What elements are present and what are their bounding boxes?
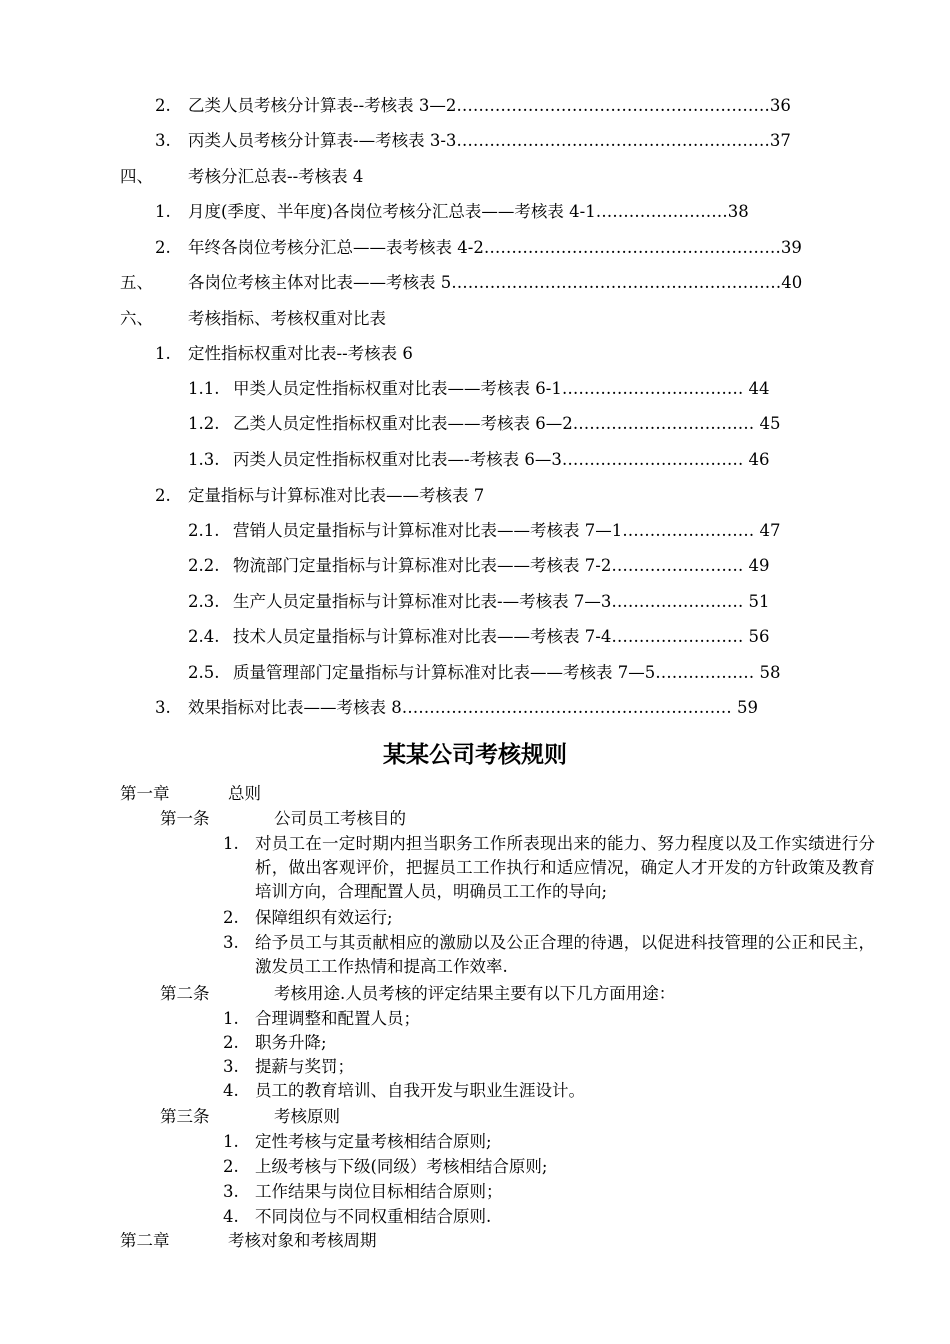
toc-item-text: 考核分汇总表--考核表 4: [188, 167, 364, 186]
toc-item-text: 营销人员定量指标与计算标准对比表——考核表 7—1…………………… 47: [233, 521, 781, 540]
toc-item-number: 2.2.: [188, 556, 220, 575]
list-item-text: 保障组织有效运行;: [255, 908, 393, 927]
toc-item-text: 效果指标对比表——考核表 8…………………………………………………… 59: [188, 698, 758, 717]
toc-item-text: 乙类人员定性指标权重对比表——考核表 6—2…………………………… 45: [233, 414, 781, 433]
list-item-number: 1.: [223, 834, 239, 853]
list-item-number: 1.: [223, 1132, 239, 1151]
toc-item-text: 定量指标与计算标准对比表——考核表 7: [188, 486, 485, 505]
toc-item-text: 质量管理部门定量指标与计算标准对比表——考核表 7—5……………… 58: [233, 663, 781, 682]
toc-item-text: 月度(季度、半年度)各岗位考核分汇总表——考核表 4-1……………………38: [188, 202, 749, 221]
article-title: 考核用途.人员考核的评定结果主要有以下几方面用途：: [274, 984, 676, 1003]
toc-item-number: 3.: [155, 698, 171, 717]
chapter-number: 第二章: [120, 1231, 170, 1250]
article-number: 第一条: [160, 809, 210, 828]
toc-item-number: 2.5.: [188, 663, 220, 682]
article-title: 公司员工考核目的: [274, 809, 406, 828]
toc-item-number: 1.3.: [188, 450, 220, 469]
list-item-number: 4.: [223, 1207, 239, 1226]
toc-item-text: 年终各岗位考核分汇总——表考核表 4-2………………………………………………39: [188, 238, 802, 257]
toc-item-number: 2.: [155, 238, 171, 257]
toc-item-number: 2.: [155, 486, 171, 505]
article-number: 第三条: [160, 1107, 210, 1126]
toc-item-text: 丙类人员考核分计算表-—考核表 3-3…………………………………………………37: [188, 131, 791, 150]
list-item-text: 员工的教育培训、自我开发与职业生涯设计。: [255, 1081, 585, 1100]
list-item-text: 提薪与奖罚；: [255, 1057, 354, 1076]
list-item-text: 职务升降;: [255, 1033, 327, 1052]
toc-item-number: 2.4.: [188, 627, 220, 646]
chapter-number: 第一章: [120, 784, 170, 803]
list-item-text: 工作结果与岗位目标相结合原则；: [255, 1182, 503, 1201]
toc-item-number: 2.: [155, 96, 171, 115]
toc-item-text: 考核指标、考核权重对比表: [188, 309, 386, 328]
document-title: 某某公司考核规则: [383, 742, 567, 768]
list-item-number: 4.: [223, 1081, 239, 1100]
list-item-text: 定性考核与定量考核相结合原则;: [255, 1132, 492, 1151]
list-item-text: 对员工在一定时期内担当职务工作所表现出来的能力、努力程度以及工作实绩进行分析，做出客观评价，把握员工工作执行和适应情况，确定人才开发的方针政策及教育培训方向，合理配置人员，明确员工工作的导向;: [255, 834, 875, 901]
list-item: [223, 832, 883, 904]
list-item-text: 给予员工与其贡献相应的激励以及公正合理的待遇，以促进科技管理的公正和民主，激发员工工作热情和提高工作效率.: [255, 933, 875, 976]
toc-item-number: 1.2.: [188, 414, 220, 433]
toc-item-text: 甲类人员定性指标权重对比表——考核表 6-1…………………………… 44: [233, 379, 770, 398]
toc-item-text: 技术人员定量指标与计算标准对比表——考核表 7-4…………………… 56: [233, 627, 770, 646]
toc-item-number: 四、: [120, 167, 153, 186]
toc-item-number: 1.: [155, 344, 171, 363]
chapter-title: 考核对象和考核周期: [228, 1231, 377, 1250]
list-item-number: 3.: [223, 933, 239, 952]
toc-item-text: 定性指标权重对比表--考核表 6: [188, 344, 413, 363]
list-item-number: 2.: [223, 908, 239, 927]
chapter-title: 总则: [228, 784, 261, 803]
toc-item-text: 生产人员定量指标与计算标准对比表-—考核表 7—3…………………… 51: [233, 592, 770, 611]
toc-item-number: 1.1.: [188, 379, 220, 398]
toc-item-number: 1.: [155, 202, 171, 221]
list-item-number: 1.: [223, 1009, 239, 1028]
article-number: 第二条: [160, 984, 210, 1003]
list-item-text: 合理调整和配置人员；: [255, 1009, 420, 1028]
list-item-number: 3.: [223, 1057, 239, 1076]
toc-item-number: 六、: [120, 309, 153, 328]
toc-item-number: 2.1.: [188, 521, 220, 540]
list-item: [223, 931, 883, 979]
list-item-number: 2.: [223, 1157, 239, 1176]
list-item-number: 3.: [223, 1182, 239, 1201]
toc-item-number: 五、: [120, 273, 153, 292]
list-item-text: 不同岗位与不同权重相结合原则.: [255, 1207, 492, 1226]
list-item-text: 上级考核与下级(同级）考核相结合原则;: [255, 1157, 548, 1176]
toc-item-number: 2.3.: [188, 592, 220, 611]
toc-item-text: 物流部门定量指标与计算标准对比表——考核表 7-2…………………… 49: [233, 556, 770, 575]
toc-item-text: 乙类人员考核分计算表--考核表 3—2…………………………………………………36: [188, 96, 791, 115]
list-item-number: 2.: [223, 1033, 239, 1052]
toc-item-number: 3.: [155, 131, 171, 150]
article-title: 考核原则: [274, 1107, 340, 1126]
toc-item-text: 各岗位考核主体对比表——考核表 5……………………………………………………40: [188, 273, 803, 292]
toc-item-text: 丙类人员定性指标权重对比表—-考核表 6—3…………………………… 46: [233, 450, 770, 469]
